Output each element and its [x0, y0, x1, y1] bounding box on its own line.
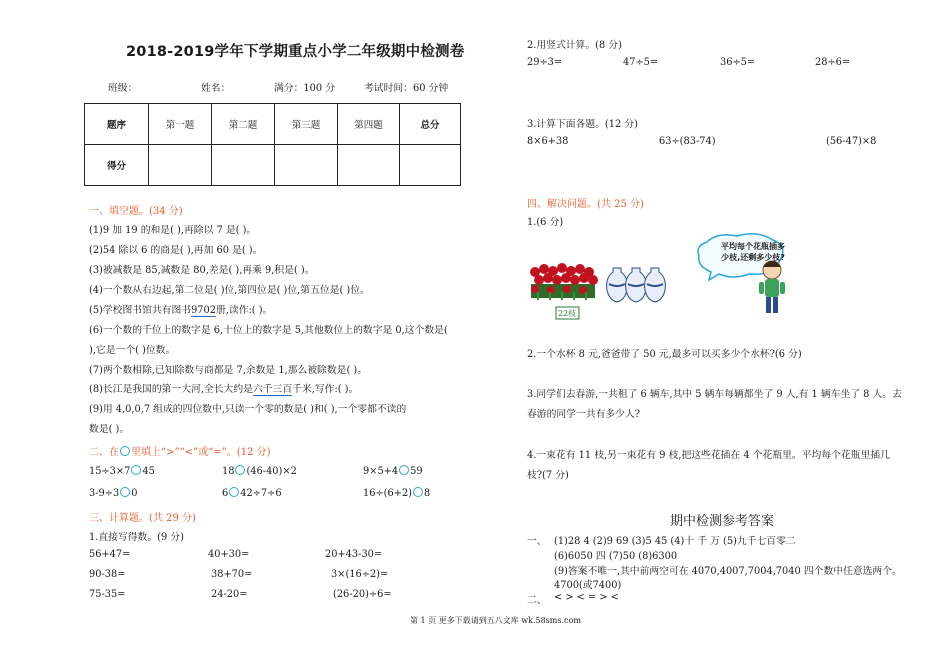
flower-count-label: 22枝 [558, 309, 577, 318]
score-cell [338, 145, 400, 186]
compare-item [89, 487, 137, 499]
compare-right: 59 [410, 466, 423, 477]
class-label: 班级： [108, 83, 138, 94]
compare-left: 9×5+4 [363, 466, 399, 477]
calc-item: 47÷5= [623, 57, 659, 68]
compare-right: 8 [424, 488, 431, 499]
subquestion-title: 2.用竖式计算。(8 分) [527, 40, 622, 51]
question-line: (7)两个数相除,已知除数与商都是 7,余数是 1,那么被除数是( )。 [89, 365, 368, 376]
compare-circle[interactable] [235, 465, 245, 475]
calc-item: 3×(16÷2)= [331, 569, 389, 580]
compare-circle[interactable] [413, 487, 423, 497]
calc-item: 75-35= [89, 589, 126, 600]
calc-item: 29÷3= [527, 57, 563, 68]
calc-item: 28÷6= [815, 57, 851, 68]
calc-item: 63÷(83-74) [659, 136, 716, 147]
compare-circle[interactable] [229, 487, 239, 497]
calc-item: 56+47= [89, 549, 131, 560]
name-label: 姓名： [201, 83, 231, 94]
compare-item [363, 465, 423, 477]
calc-item: 24-20= [211, 589, 248, 600]
compare-left: 18 [222, 466, 235, 477]
question-line: (4)一个数从右边起,第二位是( )位,第四位是( )位,第五位是( )位。 [89, 285, 370, 296]
compare-circle[interactable] [120, 487, 130, 497]
answer-line: < > < = > < [554, 592, 619, 603]
calc-item: 90-38= [89, 569, 126, 580]
question-text: 册,读作:( )。 [216, 305, 273, 316]
compare-right: 42÷7÷6 [240, 488, 282, 499]
answers-part1-label: 一、 [527, 536, 547, 547]
table-header-cell: 总分 [400, 104, 461, 145]
section2-heading-pre: 二、在 [89, 447, 119, 458]
compare-item [222, 465, 297, 477]
answer-line: (9)答案不唯一,其中前两空可在 4070,4007,7004,7040 四个数中任意选两个。 [554, 566, 902, 577]
question-line: 数是( )。 [89, 424, 130, 435]
calc-item: 20+43-30= [325, 549, 383, 560]
compare-item [222, 487, 282, 499]
vase-icon [626, 268, 647, 302]
question-line: (1)9 加 19 的和是( ),再除以 7 是( )。 [89, 225, 257, 236]
question-text: (5)学校图书馆共有图书 [89, 305, 192, 316]
circle-icon [120, 446, 130, 456]
compare-item [89, 465, 155, 477]
calc-item: 38+70= [211, 569, 253, 580]
question-line: 4.一束花有 11 枝,另一束花有 9 枝,把这些花插在 4 个花瓶里。平均每个花瓶里插几 [527, 450, 890, 461]
compare-right: 45 [142, 466, 155, 477]
vase-icon [645, 268, 666, 302]
page-footer: 第 1 页 更多下载请到五八文库 wk.58sms.com [410, 616, 581, 625]
question-line: (6)一个数的千位上的数字是 6,十位上的数字是 5,其他数位上的数字是 0,这个数是( [89, 325, 448, 336]
subquestion-title: 3.计算下面各题。(12 分) [527, 119, 638, 130]
question-line [89, 381, 358, 395]
bubble-text: 平均每个花瓶插多少枝,还剩多少枝? [721, 242, 785, 262]
score-cell [149, 145, 212, 186]
compare-left: 15÷3×7 [89, 466, 131, 477]
full-score: 满分：100 分 [274, 83, 336, 94]
question-text: 千米,写作:( )。 [292, 384, 359, 395]
calc-item: (26-20)÷6= [333, 589, 392, 600]
table-header-cell: 第一题 [149, 104, 212, 145]
answers-part2-label: 二、 [527, 595, 547, 606]
section3-heading: 三、计算题。(共 29 分) [89, 513, 196, 524]
table-header-cell: 第四题 [338, 104, 400, 145]
table-header-cell: 题序 [85, 104, 149, 145]
table-header-cell: 第三题 [275, 104, 338, 145]
question-line: (9)用 4,0,0,7 组成的四位数中,只读一个零的数是( )和( ),一个零都不读的 [89, 404, 407, 415]
question-line: 3.同学们去春游,一共租了 6 辆车,其中 5 辆车每辆都坐了 9 人,有 1 辆车坐了 8 人。去 [527, 389, 902, 400]
score-table [84, 103, 461, 186]
section4-heading: 四、解决问题。(共 25 分) [527, 199, 644, 210]
score-cell [400, 145, 461, 186]
river-length-number: 六千三百 [252, 384, 293, 395]
question-line: 春游的同学一共有多少人? [527, 409, 641, 420]
subquestion-title: 1.直接写得数。(9 分) [89, 532, 184, 543]
table-row-label: 得分 [85, 145, 149, 186]
answer-line: (1)28 4 (2)9 69 (3)5 45 (4)十 千 万 (5)九千七百零二 [554, 536, 796, 547]
child-figure-icon [759, 261, 785, 313]
answer-line: 4700(或7400) [554, 580, 622, 591]
answers-title: 期中检测参考答案 [670, 514, 775, 529]
page-title: 2018-2019学年下学期重点小学二年级期中检测卷 [126, 44, 465, 60]
exam-time: 考试时间：60 分钟 [364, 83, 449, 94]
compare-right: (46-40)×2 [246, 466, 297, 477]
compare-right: 0 [131, 488, 138, 499]
compare-circle[interactable] [131, 465, 141, 475]
answer-line: (6)6050 四 (7)50 (8)6300 [554, 551, 678, 562]
vase-icon [607, 268, 628, 302]
book-count-number: 9702 [191, 305, 216, 316]
calc-item: 8×6+38 [527, 136, 569, 147]
section2-heading [89, 443, 271, 458]
question-line [89, 302, 272, 316]
compare-item [363, 487, 430, 499]
calc-item: 36÷5= [720, 57, 756, 68]
question-line: ),它是一个( )位数。 [89, 345, 176, 356]
question-line: 2.一个水杯 8 元,爸爸带了 50 元,最多可以买多少个水杯?(6 分) [527, 349, 802, 360]
calc-item: (56-47)×8 [826, 136, 877, 147]
question-line: 枝?(7 分) [527, 470, 569, 481]
roses-bouquet-icon [530, 263, 598, 300]
section1-heading: 一、填空题。(34 分) [89, 206, 183, 217]
compare-left: 3-9÷3 [89, 488, 120, 499]
question-text: (8)长江是我国的第一大河,全长大约是 [89, 384, 253, 395]
subquestion-title: 1.(6 分) [527, 217, 564, 228]
compare-left: 6 [222, 488, 229, 499]
score-cell [275, 145, 338, 186]
calc-item: 40+30= [208, 549, 250, 560]
score-cell [212, 145, 275, 186]
section2-heading-post: 里填上“>”“<”或“=”。(12 分) [131, 447, 271, 458]
question-line: (2)54 除以 6 的商是( ),再加 60 是( )。 [89, 245, 263, 256]
compare-circle[interactable] [399, 465, 409, 475]
compare-left: 16÷(6+2) [363, 488, 412, 499]
question-line: (3)被减数是 85,减数是 80,差是( ),再乘 9,积是( )。 [89, 265, 315, 276]
table-header-cell: 第二题 [212, 104, 275, 145]
